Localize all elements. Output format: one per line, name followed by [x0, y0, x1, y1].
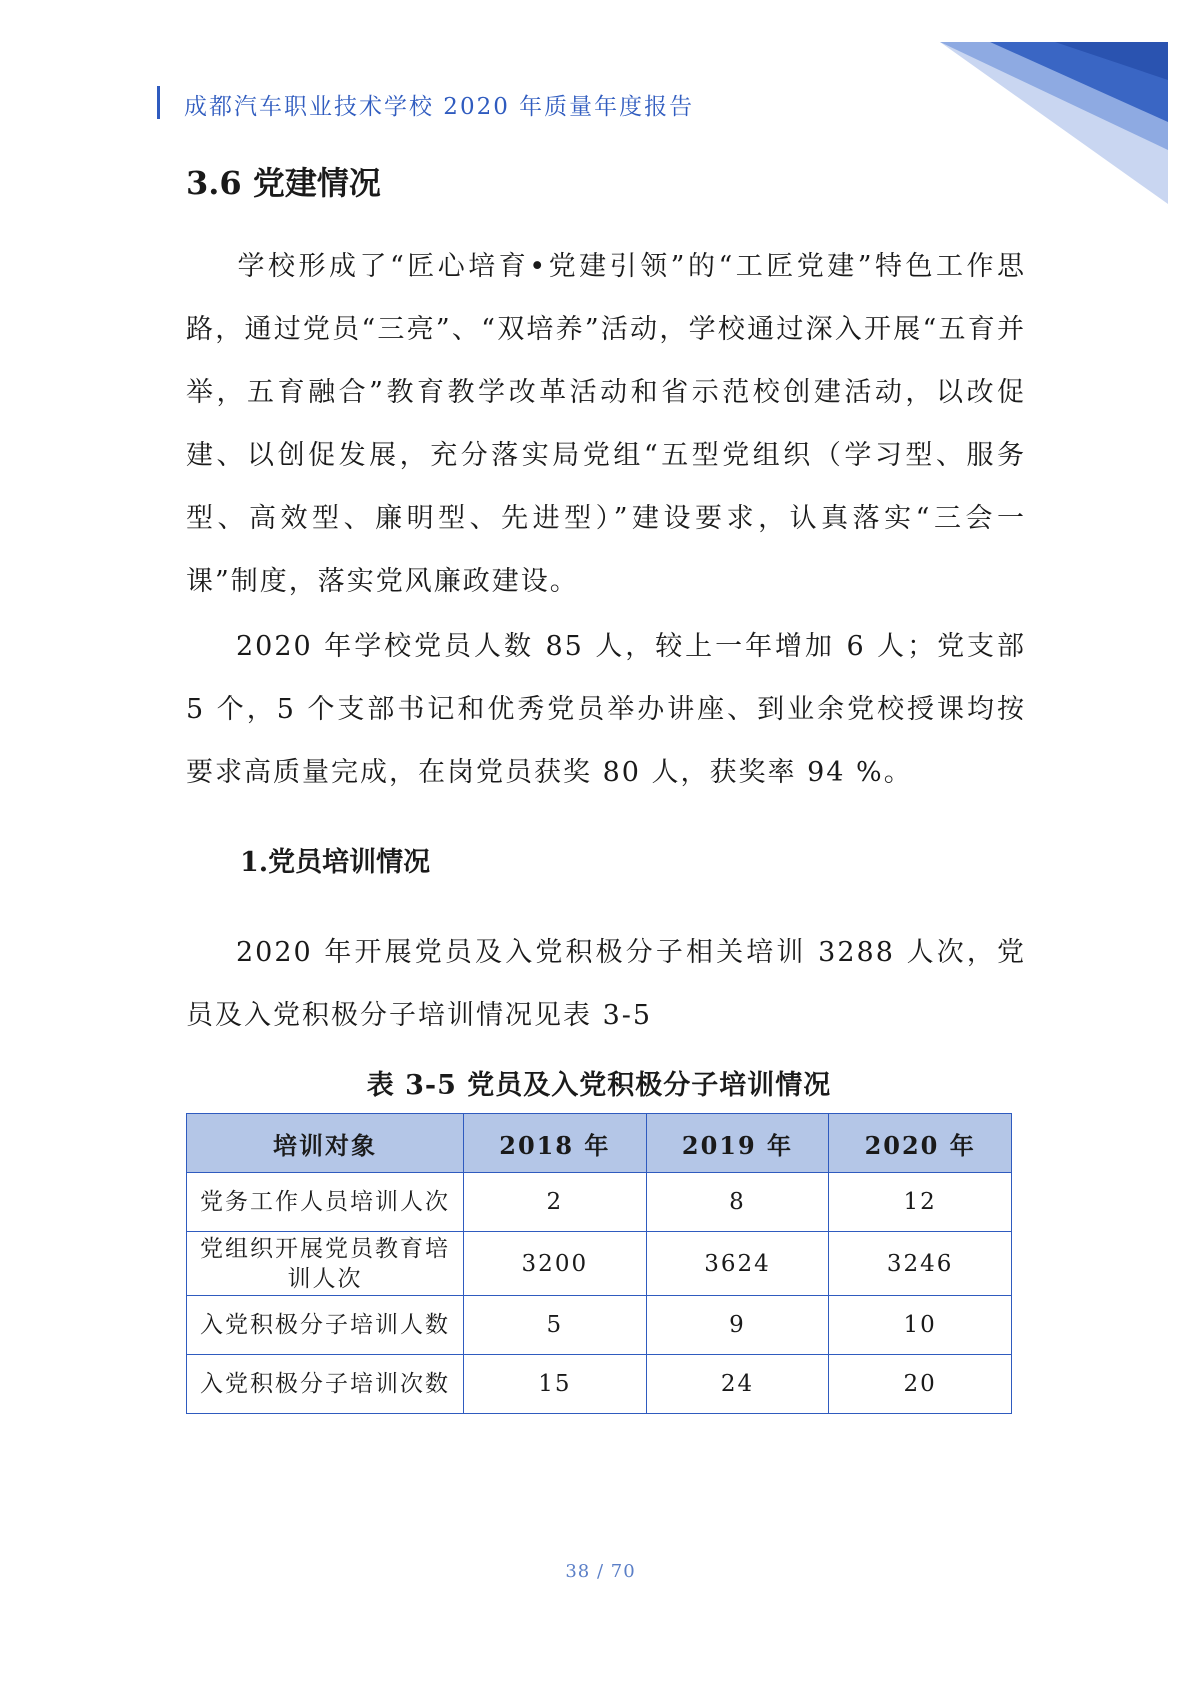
row-label: 入党积极分子培训次数 — [187, 1355, 464, 1414]
cell-2018: 2 — [464, 1173, 647, 1232]
table-row — [187, 1355, 1012, 1414]
cell-2019: 3624 — [646, 1232, 829, 1296]
subsection-title: 1.党员培训情况 — [240, 847, 431, 878]
table-header-row — [187, 1114, 1012, 1173]
row-label: 入党积极分子培训人数 — [187, 1296, 464, 1355]
report-header-title: 成都汽车职业技术学校 2020 年质量年度报告 — [184, 94, 695, 120]
header-cell: 培训对象 — [187, 1114, 464, 1173]
header-cell: 2019 年 — [646, 1114, 829, 1173]
cell-2019: 9 — [646, 1296, 829, 1355]
paragraph-text: 学校形成了“匠心培育•党建引领”的“工匠党建”特色工作思路，通过党员“三亮”、“双培养”活动，学校通过深入开展“五育并举，五育融合”教育教学改革活动和省示范校创建活动，以改促建、以创促发展，充分落实局党组“五型党组织（学习型、服务型、高效型、廉明型、先进型）”建设要求，认真落实“三会一课”制度，落实党风廉政建设。 — [186, 251, 1026, 597]
cell-2020: 3246 — [829, 1232, 1012, 1296]
table-caption: 表 3-5 党员及入党积极分子培训情况 — [366, 1070, 832, 1101]
cell-2018: 15 — [464, 1355, 647, 1414]
paragraph-training — [186, 921, 1026, 1047]
paragraph-text: 2020 年学校党员人数 85 人，较上一年增加 6 人；党支部 5 个，5 个支部书记和优秀党员举办讲座、到业余党校授课均按要求高质量完成，在岗党员获奖 80 人，获奖率 94 %。 — [186, 631, 1026, 788]
table-row — [187, 1296, 1012, 1355]
training-table — [186, 1113, 1012, 1414]
cell-2019: 8 — [646, 1173, 829, 1232]
row-label: 党组织开展党员教育培训人次 — [187, 1232, 464, 1296]
header-accent-bar — [157, 86, 160, 119]
row-label: 党务工作人员培训人次 — [187, 1173, 464, 1232]
page-number: 38 / 70 — [565, 1561, 636, 1582]
cell-2018: 3200 — [464, 1232, 647, 1296]
table-row — [187, 1173, 1012, 1232]
paragraph-party-building — [186, 235, 1026, 613]
paragraph-text: 2020 年开展党员及入党积极分子相关培训 3288 人次，党员及入党积极分子培训情况见表 3-5 — [186, 937, 1026, 1031]
cell-2020: 20 — [829, 1355, 1012, 1414]
cell-2018: 5 — [464, 1296, 647, 1355]
table-row — [187, 1232, 1012, 1296]
header-cell: 2020 年 — [829, 1114, 1012, 1173]
cell-2020: 12 — [829, 1173, 1012, 1232]
section-title: 3.6 党建情况 — [186, 164, 381, 202]
cell-2020: 10 — [829, 1296, 1012, 1355]
header-cell: 2018 年 — [464, 1114, 647, 1173]
paragraph-party-members — [186, 615, 1026, 804]
cell-2019: 24 — [646, 1355, 829, 1414]
